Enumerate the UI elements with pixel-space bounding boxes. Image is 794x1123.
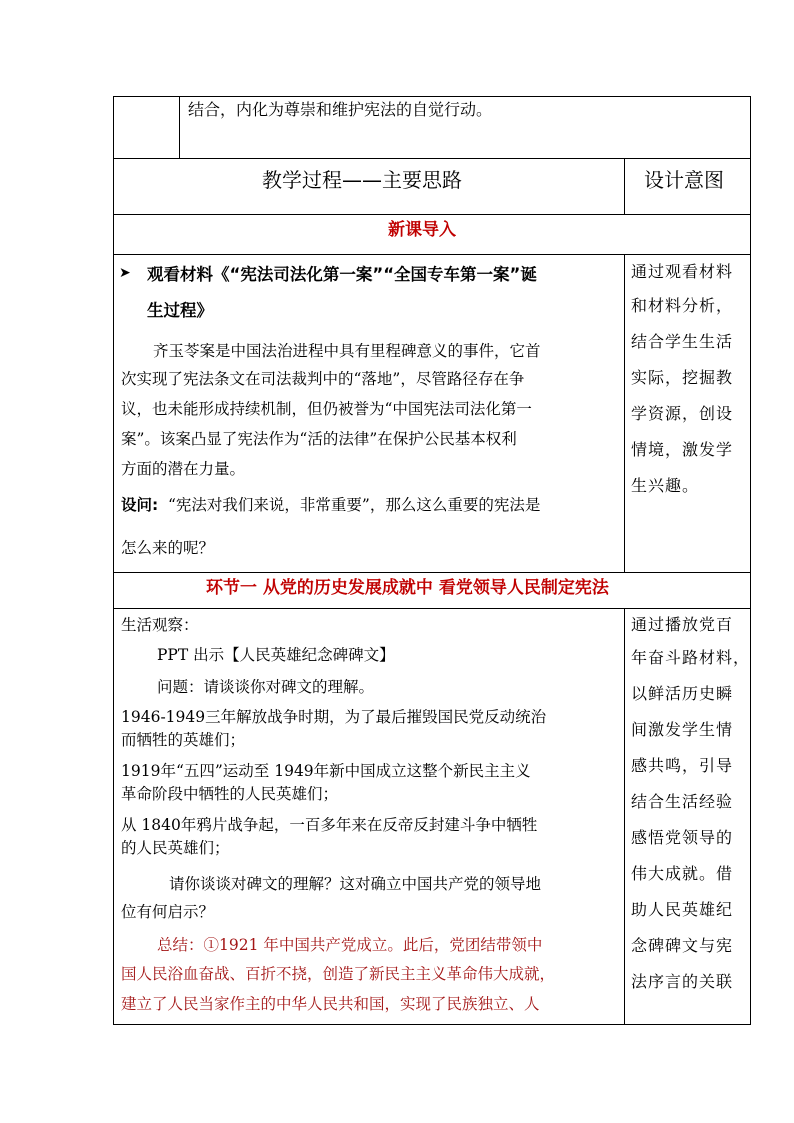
header-process: 教学过程——主要思路 [262, 168, 462, 192]
intent-line: 学资源，创设 [631, 404, 734, 423]
material-title-line1: 观看材料《“宪法司法化第一案”“全国专车第一案”诞 [147, 265, 537, 284]
observation-line: 革命阶段中牺牲的人民英雄们； [121, 785, 339, 803]
column-divider [624, 158, 625, 214]
material-title-line2: 生过程》 [147, 301, 213, 320]
intent-line: 伟大成就。借 [631, 864, 734, 883]
continued-text: 结合，内化为尊崇和维护宪法的自觉行动。 [188, 100, 493, 119]
intent-line: 感悟党领导的 [631, 828, 734, 847]
column-divider [624, 608, 625, 1025]
bullet-arrow-icon: ➤ [119, 265, 131, 281]
intent-line: 和材料分析， [631, 296, 734, 315]
intent-line: 结合生活经验 [631, 792, 734, 811]
intent-line: 通过观看材料 [631, 262, 734, 281]
row-divider [113, 608, 751, 609]
intent-line: 念碑碑文与宪 [631, 936, 734, 955]
column-divider [179, 96, 180, 158]
observation-line: 从 1840年鸦片战争起，一百多年来在反帝反封建斗争中牺牲 [121, 816, 538, 834]
summary-line: 建立了人民当家作主的中华人民共和国，实现了民族独立、人 [121, 995, 540, 1013]
observation-line: 问题：请谈谈你对碑文的理解。 [157, 678, 375, 696]
observation-line: 1919年“五四”运动至 1949年新中国成立这整个新民主主义 [121, 762, 531, 780]
case-paragraph-line: 案”。该案凸显了宪法作为“活的法律”在保护公民基本权利 [121, 430, 517, 448]
observation-line: 1946-1949三年解放战争时期，为了最后摧毁国民党反动统治 [121, 708, 547, 726]
question-text-line2: 怎么来的呢？ [121, 539, 215, 557]
row-divider [113, 254, 751, 255]
intent-line: 生兴趣。 [631, 476, 700, 495]
intent-line: 结合学生生活 [631, 332, 734, 351]
section-title-stage1: 环节一 从党的历史发展成就中 看党领导人民制定宪法 [206, 578, 609, 598]
summary-line: 国人民浴血奋战、百折不挠，创造了新民主主义革命伟大成就， [121, 965, 556, 983]
intent-line: 助人民英雄纪 [631, 900, 734, 919]
observation-line: 的人民英雄们； [121, 839, 230, 857]
row-divider [113, 572, 751, 573]
case-paragraph-line: 次实现了宪法条文在司法裁判中的“落地”，尽管路径存在争 [121, 370, 525, 388]
case-paragraph-line: 方面的潜在力量。 [121, 460, 246, 478]
row-divider [113, 214, 751, 215]
observation-line: 而牺牲的英雄们； [121, 731, 246, 749]
observation-line: 生活观察： [121, 616, 199, 634]
row-divider [113, 158, 751, 159]
case-paragraph-line: 齐玉苓案是中国法治进程中具有里程碑意义的事件，它首 [153, 342, 541, 360]
observation-line: PPT 出示【人民英雄纪念碑碑文】 [157, 646, 395, 664]
observation-line: 请你谈谈对碑文的理解？这对确立中国共产党的领导地 [169, 875, 542, 893]
observation-line: 位有何启示？ [121, 903, 215, 921]
summary-line: 总结：①1921 年中国共产党成立。此后，党团结带领中 [157, 936, 543, 954]
column-divider [624, 254, 625, 572]
question-text-line1: “宪法对我们来说，非常重要”，那么这么重要的宪法是 [168, 496, 541, 514]
intent-line: 通过播放党百 [631, 615, 734, 634]
intent-line: 感共鸣，引导 [631, 756, 734, 775]
section-title-intro: 新课导入 [388, 220, 456, 240]
intent-line: 情境，激发学 [631, 440, 734, 459]
question-label: 设问: [121, 496, 159, 514]
intent-line: 实际，挖掘教 [631, 368, 734, 387]
intent-line: 间激发学生情 [631, 720, 734, 739]
intent-line: 法序言的关联 [631, 972, 734, 991]
header-intent: 设计意图 [644, 168, 724, 192]
intent-line: 年奋斗路材料， [631, 648, 751, 667]
intent-line: 以鲜活历史瞬 [631, 684, 734, 703]
case-paragraph-line: 议，也未能形成持续机制，但仍被誉为“中国宪法司法化第一 [121, 400, 532, 418]
